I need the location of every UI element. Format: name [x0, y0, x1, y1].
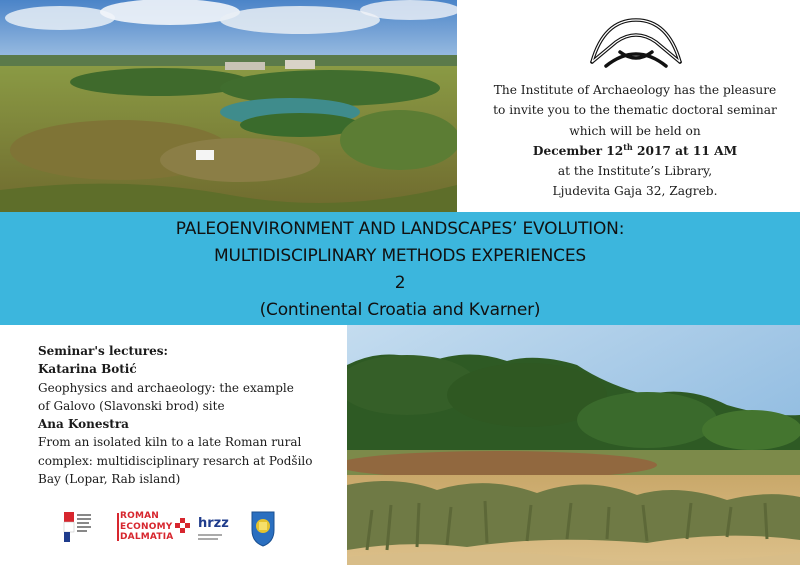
landscape-photo-dunes — [347, 325, 800, 565]
croatia-ministry-logo — [64, 512, 91, 542]
banner-title-line-2: MULTIDISCIPLINARY METHODS EXPERIENCES — [214, 246, 586, 266]
hrzz-text: hrzz — [198, 516, 229, 531]
lecture-title-line: From an isolated kiln to a late Roman rural — [38, 435, 302, 450]
recedal-line-2: ECONOMY — [120, 521, 173, 532]
invitation-line-6: Ljudevita Gaja 32, Zagreb. — [552, 184, 718, 199]
invitation-line-1: The Institute of Archaeology has the pleasure — [493, 83, 777, 97]
lecture-title-line: Bay (Lopar, Rab island) — [38, 472, 181, 487]
seminar-title-banner — [0, 212, 800, 325]
invitation-line-5: at the Institute’s Library, — [557, 164, 713, 179]
speaker-name: Ana Konestra — [38, 417, 129, 432]
banner-number: 2 — [394, 273, 406, 293]
sponsor-logos — [62, 508, 292, 548]
lectures-heading: Seminar's lectures: — [38, 344, 168, 358]
invitation-block — [470, 0, 800, 212]
recedal-line-1: ROMAN — [120, 511, 160, 521]
recedal-logo — [117, 513, 119, 541]
lectures-list — [38, 342, 343, 488]
lecture-title-line: Geophysics and archaeology: the example — [38, 380, 294, 395]
banner-subtitle: (Continental Croatia and Kvarner) — [259, 300, 541, 320]
coat-of-arms-logo — [252, 512, 274, 546]
landscape-photo-lake — [0, 0, 457, 212]
banner-title-line-1: PALEOENVIRONMENT AND LANDSCAPES’ EVOLUTION: — [175, 219, 625, 239]
lecture-title-line: complex: multidisciplinary resarch at Podšilo — [38, 453, 313, 468]
lecture-title-line: of Galovo (Slavonski brod) site — [38, 398, 225, 413]
recedal-line-3: DALMATIA — [120, 532, 174, 542]
institute-knot-logo — [586, 12, 686, 72]
invitation-line-3: which will be held on — [569, 123, 701, 138]
speaker-name: Katarina Botić — [38, 362, 137, 377]
seminar-date: December 12th 2017 at 11 AM — [532, 141, 738, 158]
invitation-line-2: to invite you to the thematic doctoral seminar — [493, 103, 777, 118]
